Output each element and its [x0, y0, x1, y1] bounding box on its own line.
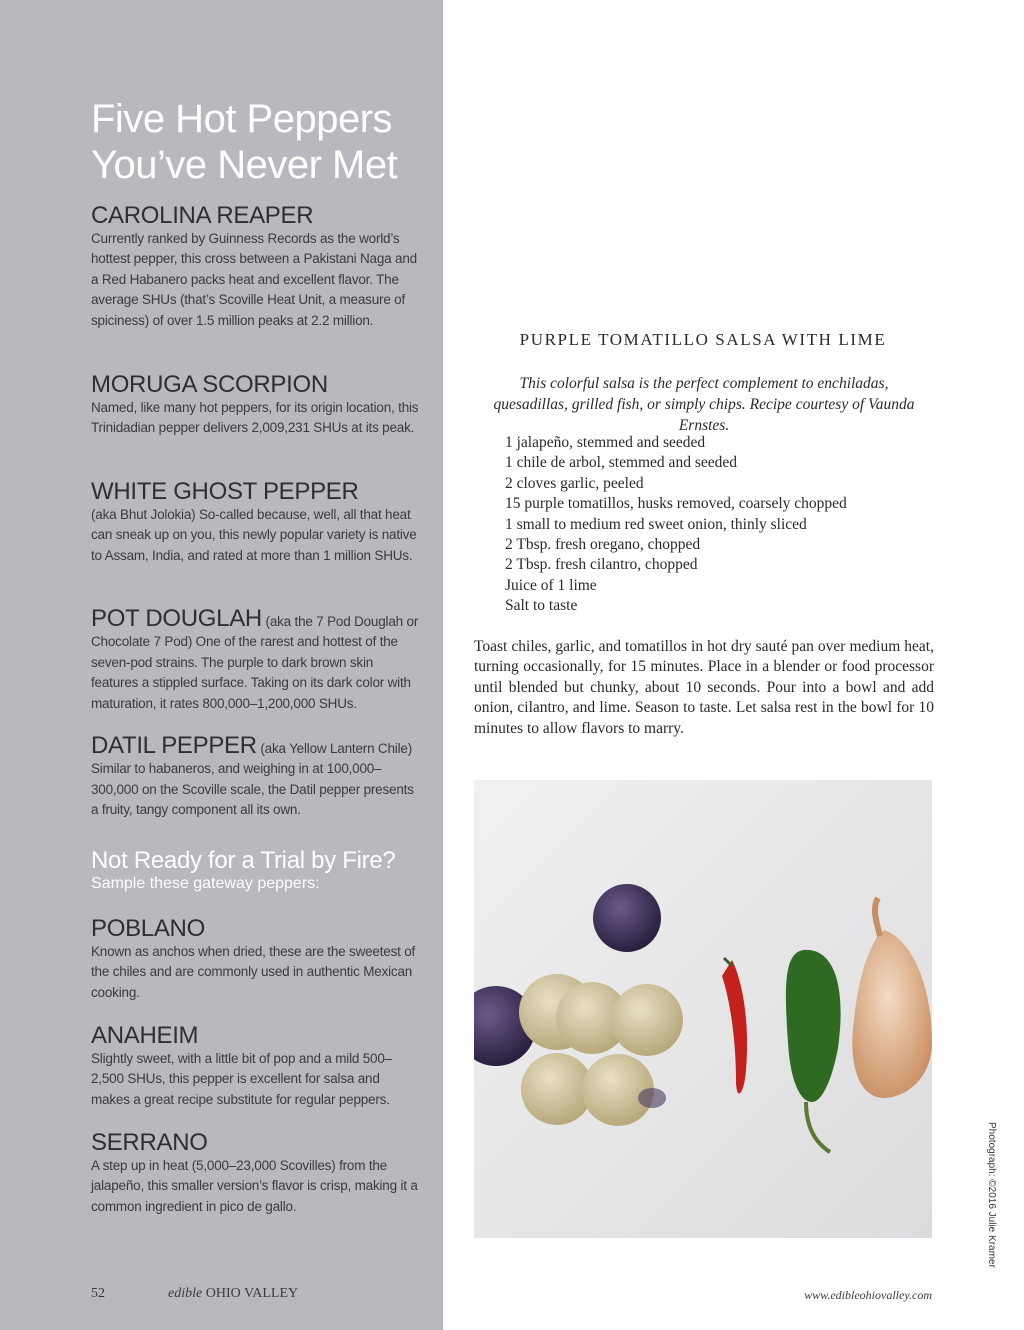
pepper-description: One of the rarest and hottest of the seven-pod strains. The purple to dark brown skin features a stippled surface. Taking on its dark color with maturation, it rates 800,000–1,200,000 SHUs.: [91, 634, 411, 711]
tomatillo-husk-5: [582, 1054, 654, 1126]
recipe-title: PURPLE TOMATILLO SALSA WITH LIME: [519, 330, 887, 349]
list-item: Juice of 1 lime: [505, 576, 597, 594]
pepper-anaheim: [91, 1023, 421, 1110]
list-item: Salt to taste: [505, 597, 578, 615]
pepper-name: POBLANO: [91, 915, 205, 942]
pepper-description: Known as anchos when dried, these are the sweetest of the chiles and are commonly used in authentic Mexican cooking.: [91, 944, 416, 1000]
gateway-title: Not Ready for a Trial by Fire?: [91, 847, 396, 874]
gateway-subtitle: Sample these gateway peppers:: [91, 875, 320, 892]
ingredient-list: [505, 433, 847, 617]
website-url: www.edibleohiovalley.com: [804, 1288, 932, 1302]
pepper-aka: (aka the 7 Pod Douglah or Chocolate 7 Pod): [91, 614, 419, 650]
shallot: [852, 930, 932, 1098]
pepper-name: CAROLINA REAPER: [91, 202, 314, 229]
gateway-heading: [91, 848, 421, 894]
recipe-intro: This colorful salsa is the perfect complement to enchiladas, quesadillas, grilled fish, or simply chips. Recipe courtesy of Vaunda Ernstes.: [493, 375, 915, 434]
magazine-name: [168, 1286, 298, 1302]
photo-credit-text: Photograph: ©2016 Julie Kramer: [986, 1122, 997, 1268]
pepper-name: SERRANO: [91, 1129, 208, 1156]
title-line-2: You’ve Never Met: [91, 143, 398, 187]
pepper-moruga-scorpion: [91, 372, 421, 439]
pepper-carolina-reaper: [91, 203, 421, 331]
photo-illustration: [474, 780, 932, 1238]
pepper-description: Slightly sweet, with a little bit of pop and a mild 500–2,500 SHUs, this pepper is excellent for salsa and makes a great recipe substitute for regular peppers.: [91, 1051, 392, 1107]
sidebar-title: [91, 96, 421, 188]
pepper-serrano: [91, 1130, 421, 1217]
list-item: 1 small to medium red sweet onion, thinly sliced: [505, 515, 807, 533]
magazine-name-italic: edible: [168, 1286, 203, 1301]
pepper-white-ghost: [91, 479, 421, 566]
photo-credit: [985, 1122, 999, 1268]
list-item: 2 Tbsp. fresh oregano, chopped: [505, 536, 701, 554]
pepper-aka: (aka Yellow Lantern Chile): [256, 741, 412, 756]
list-item: 15 purple tomatillos, husks removed, coarsely chopped: [505, 495, 847, 513]
pepper-poblano: [91, 916, 421, 1003]
pepper-name: WHITE GHOST PEPPER: [91, 478, 359, 505]
jalapeno: [786, 950, 841, 1102]
pepper-name: POT DOUGLAH: [91, 605, 262, 632]
pepper-pot-douglah: [91, 606, 421, 714]
list-item: 1 chile de arbol, stemmed and seeded: [505, 454, 737, 472]
tomatillo-purple-1: [593, 884, 661, 952]
recipe-method: Toast chiles, garlic, and tomatillos in hot dry sauté pan over medium heat, turning occasionally, for 15 minutes. Place in a blender or food processor until blended but chunky, about 10 seconds. Pour into a bowl and add onion, cilantro, and lime. Season to taste. Let salsa rest in the bowl for 10 minutes to allow flavors to marry.: [474, 638, 934, 737]
sidebar: [0, 0, 443, 1330]
pepper-description: Currently ranked by Guinness Records as the world’s hottest pepper, this cross between a Pakistani Naga and a Red Habanero packs heat and excellent flavor. The average SHUs (that’s Scoville Heat Unit, a measure of spiciness) of over 1.5 million peaks at 2.2 million.: [91, 231, 417, 328]
chile-de-arbol: [722, 960, 747, 1093]
ingredients-photo: [474, 780, 932, 1238]
pepper-description: A step up in heat (5,000–23,000 Scovilles) from the jalapeño, this smaller version’s flavor is crisp, making it a common ingredient in pico de gallo.: [91, 1158, 418, 1214]
list-item: 1 jalapeño, stemmed and seeded: [505, 434, 706, 451]
title-line-1: Five Hot Peppers: [91, 97, 393, 141]
magazine-name-rest: OHIO VALLEY: [202, 1286, 299, 1301]
pepper-datil: [91, 733, 421, 821]
pepper-name: MORUGA SCORPION: [91, 371, 328, 398]
pepper-name: ANAHEIM: [91, 1022, 199, 1049]
pepper-description: (aka Bhut Jolokia) So-called because, well, all that heat can sneak up on you, this newly popular variety is native to Assam, India, and rated at more than 1 million SHUs.: [91, 507, 417, 563]
pepper-description: Named, like many hot peppers, for its origin location, this Trinidadian pepper delivers 2,009,231 SHUs at its peak.: [91, 400, 419, 436]
pepper-name: DATIL PEPPER: [91, 732, 257, 759]
list-item: 2 cloves garlic, peeled: [505, 474, 644, 492]
tomatillo-husk-3: [611, 984, 683, 1056]
page-number: 52: [91, 1286, 105, 1301]
pepper-description: Similar to habaneros, and weighing in at 100,000–300,000 on the Scoville scale, the Datil pepper presents a fruity, tangy component all its own.: [91, 761, 414, 818]
list-item: 2 Tbsp. fresh cilantro, chopped: [505, 556, 698, 574]
